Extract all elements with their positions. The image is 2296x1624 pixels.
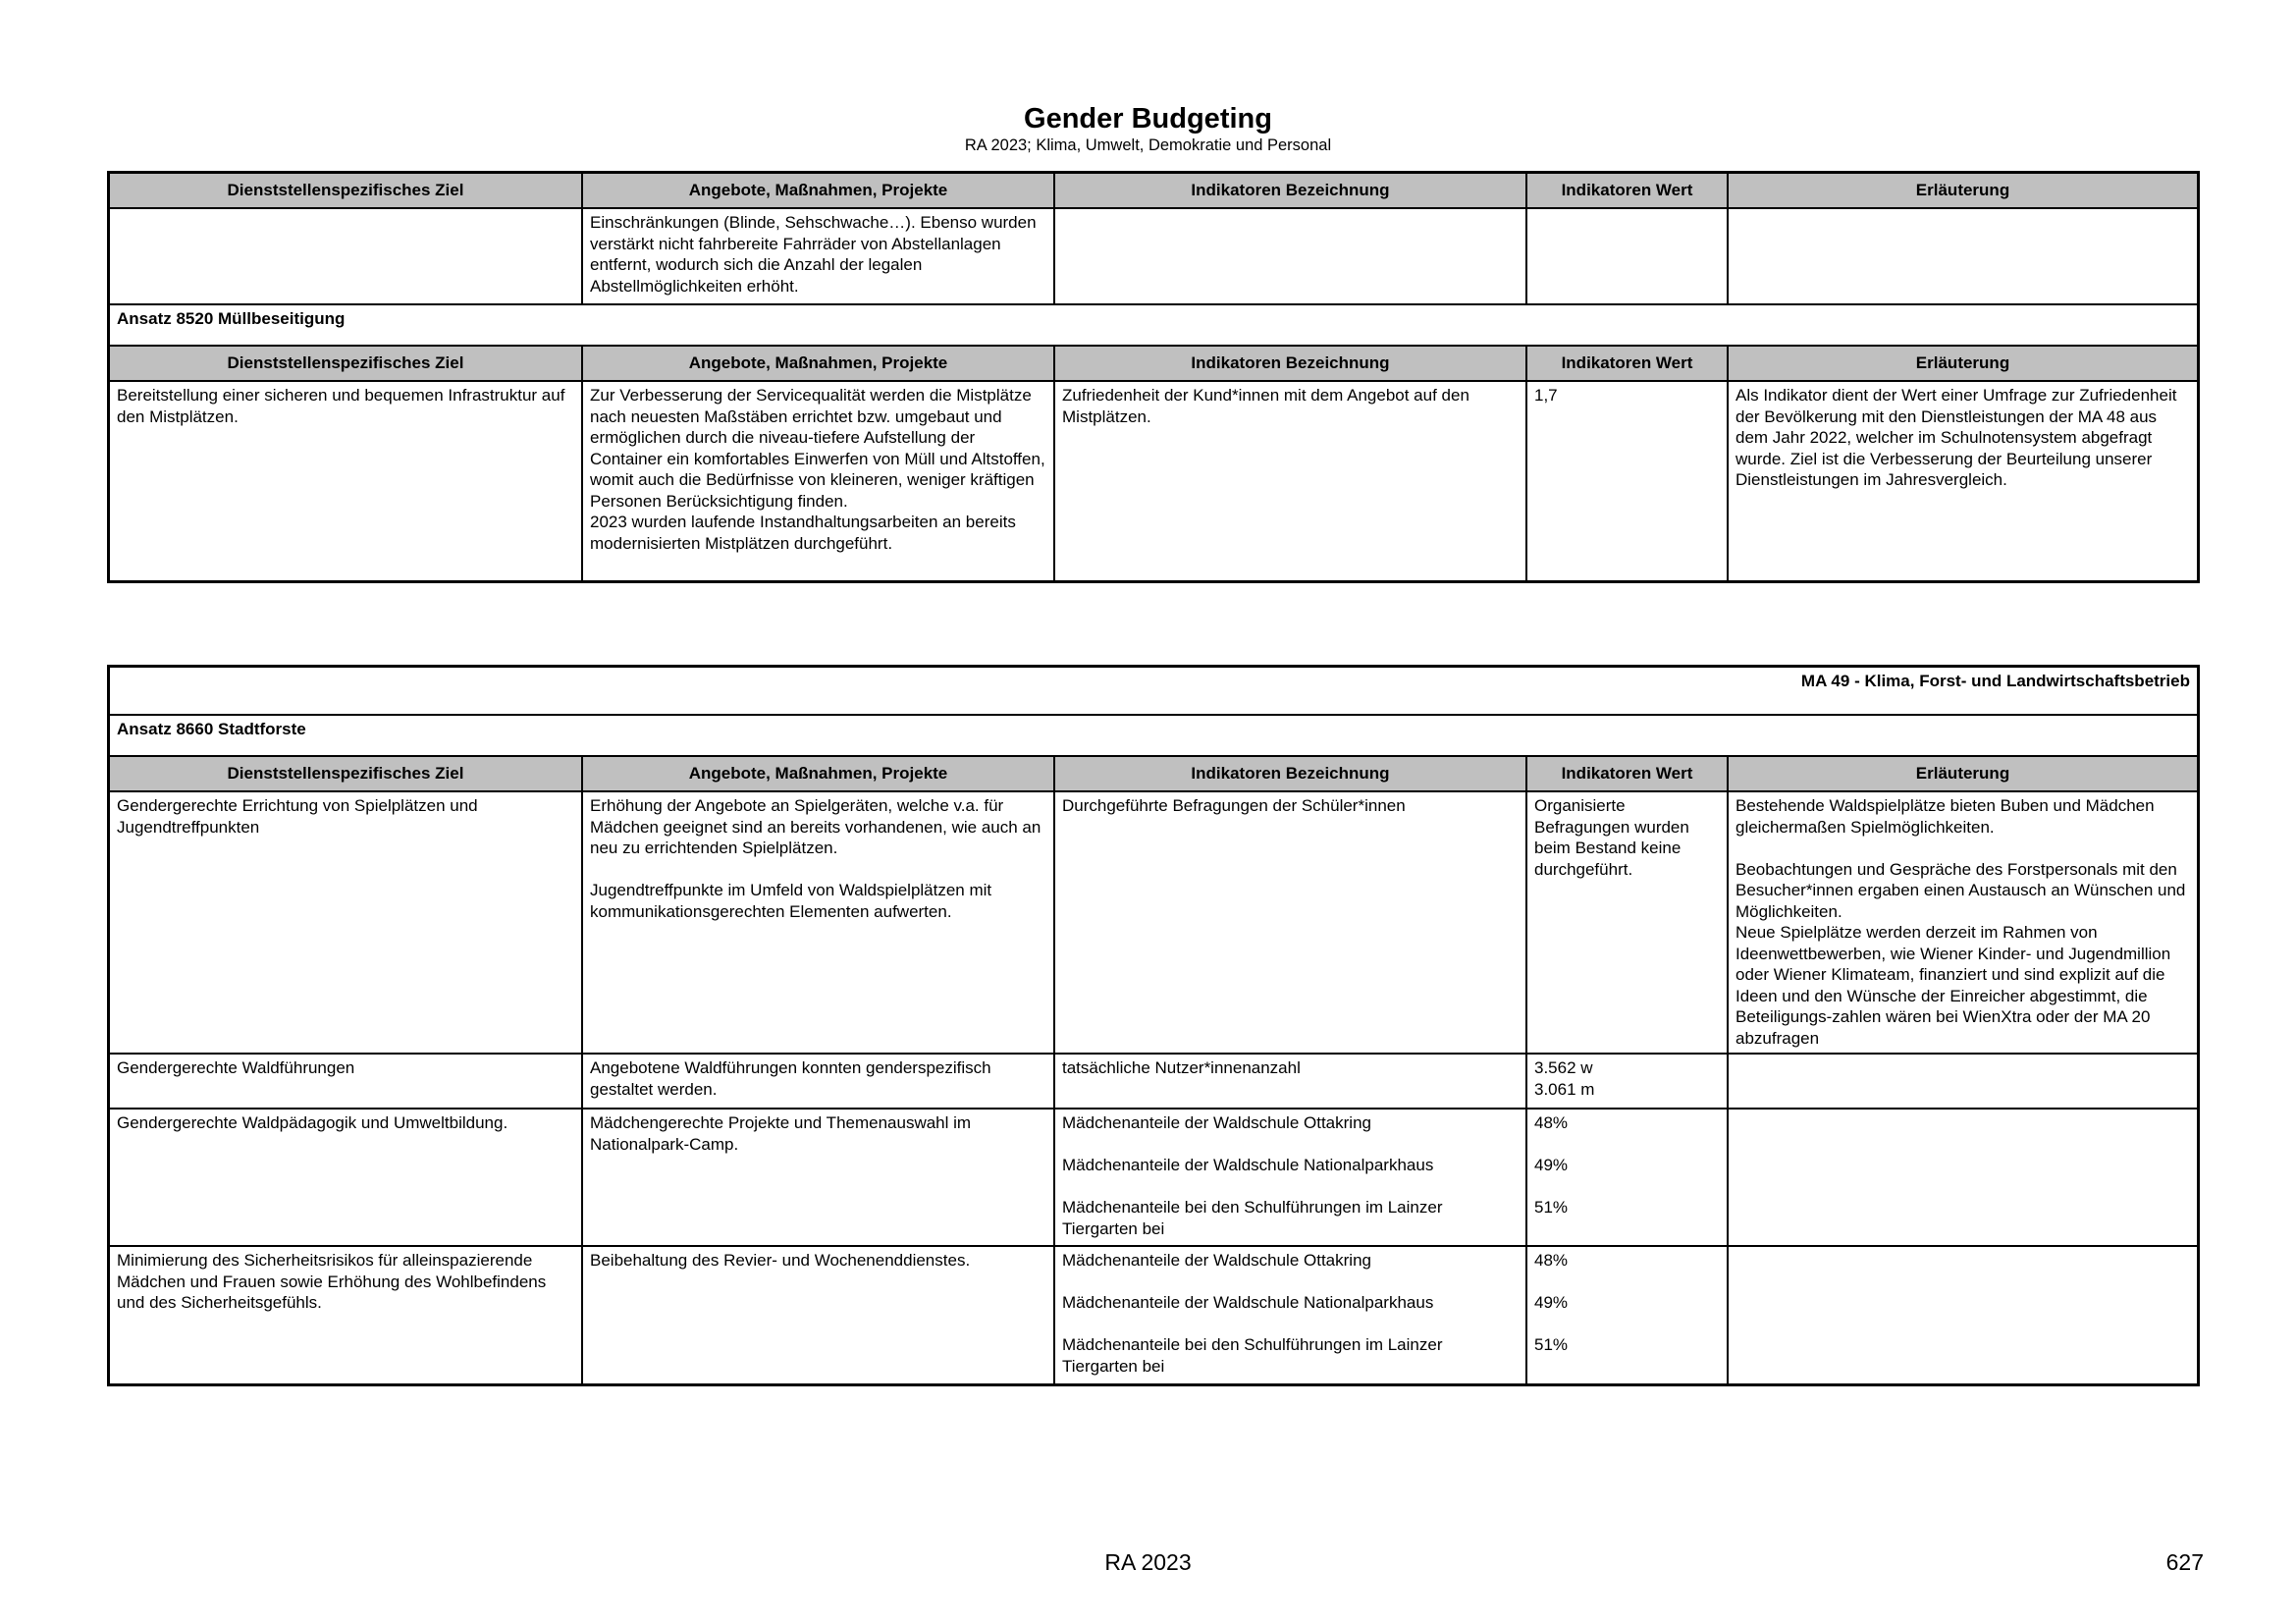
- column-header-erlaeuterung: Erläuterung: [1728, 346, 2197, 381]
- cell-indikator: [1054, 208, 1526, 304]
- footer-page-number: 627: [2165, 1549, 2204, 1575]
- page-title: Gender Budgeting: [1024, 103, 1272, 135]
- page-subtitle: RA 2023; Klima, Umwelt, Demokratie und Personal: [964, 136, 1332, 154]
- cell-massnahmen: Mädchengerechte Projekte und Themenauswahl im Nationalpark-Camp.: [582, 1109, 1054, 1246]
- cell-wert: 1,7: [1526, 381, 1728, 580]
- column-header-erlaeuterung: Erläuterung: [1728, 174, 2197, 208]
- footer-report-label: RA 2023: [1104, 1549, 1192, 1575]
- column-header-indikator: Indikatoren Bezeichnung: [1054, 346, 1526, 381]
- column-header-indikator: Indikatoren Bezeichnung: [1054, 756, 1526, 791]
- cell-ziel: Minimierung des Sicherheitsrisikos für alleinspazierende Mädchen und Frauen sowie Erhöhung des Wohlbefindens und des Sicherheitsgefühls.: [110, 1246, 582, 1383]
- table-row: [110, 1054, 2197, 1109]
- cell-ziel: [110, 208, 582, 304]
- department-row: [110, 668, 2197, 715]
- table-row: [110, 1246, 2197, 1383]
- page-header: [0, 102, 2296, 155]
- gender-budget-table-1: [110, 174, 2197, 580]
- cell-indikator: Mädchenanteile der Waldschule Ottakring Mädchenanteile der Waldschule Nationalparkhaus Mädchenanteile bei den Schulführungen im Lainzer Tiergarten bei: [1054, 1109, 1526, 1246]
- table-row: [110, 208, 2197, 304]
- cell-erlaeuterung: Bestehende Waldspielplätze bieten Buben und Mädchen gleichermaßen Spielmöglichkeiten. Beobachtungen und Gespräche des Forstpersonals mit den Besucher*innen ergaben einen Austausch an Wünschen und Möglichkeiten. Neue Spielplätze werden derzeit im Rahmen von Ideenwettbewerben, wie Wiener Kinder- und Jugendmillion oder Wiener Klimateam, finanziert und sind explizit auf die Ideen und den Wünsche der Einreicher abgestimmt, die Beteiligungs-zahlen wären bei WienXtra oder der MA 20 abzufragen: [1728, 791, 2197, 1054]
- column-header-wert: Indikatoren Wert: [1526, 174, 1728, 208]
- cell-erlaeuterung: [1728, 1246, 2197, 1383]
- cell-wert: Organisierte Befragungen wurden beim Bestand keine durchgeführt.: [1526, 791, 1728, 1054]
- cell-erlaeuterung: [1728, 208, 2197, 304]
- cell-erlaeuterung: [1728, 1109, 2197, 1246]
- column-header-indikator: Indikatoren Bezeichnung: [1054, 174, 1526, 208]
- ansatz-row: [110, 715, 2197, 756]
- cell-indikator: tatsächliche Nutzer*innenanzahl: [1054, 1054, 1526, 1109]
- department-heading: MA 49 - Klima, Forst- und Landwirtschaftsbetrieb: [110, 668, 2197, 715]
- column-header-wert: Indikatoren Wert: [1526, 346, 1728, 381]
- cell-wert: 48% 49% 51%: [1526, 1109, 1728, 1246]
- column-header-massnahmen: Angebote, Maßnahmen, Projekte: [582, 756, 1054, 791]
- cell-massnahmen: Beibehaltung des Revier- und Wochenenddienstes.: [582, 1246, 1054, 1383]
- table-block-ma48: [107, 171, 2200, 583]
- table-row: [110, 1109, 2197, 1246]
- cell-erlaeuterung: [1728, 1054, 2197, 1109]
- column-header-massnahmen: Angebote, Maßnahmen, Projekte: [582, 174, 1054, 208]
- cell-indikator: Zufriedenheit der Kund*innen mit dem Angebot auf den Mistplätzen.: [1054, 381, 1526, 580]
- cell-ziel: Gendergerechte Errichtung von Spielplätzen und Jugendtreffpunkten: [110, 791, 582, 1054]
- cell-ziel: Bereitstellung einer sicheren und bequemen Infrastruktur auf den Mistplätzen.: [110, 381, 582, 580]
- column-header-row: [110, 346, 2197, 381]
- cell-massnahmen: Angebotene Waldführungen konnten genderspezifisch gestaltet werden.: [582, 1054, 1054, 1109]
- gender-budget-table-2: [110, 668, 2197, 1383]
- cell-wert: [1526, 208, 1728, 304]
- table-row: [110, 791, 2197, 1054]
- cell-massnahmen: Einschränkungen (Blinde, Sehschwache…). Ebenso wurden verstärkt nicht fahrbereite Fahrräder von Abstellanlagen entfernt, wodurch sich die Anzahl der legalen Abstellmöglichkeiten erhöht.: [582, 208, 1054, 304]
- table-row: [110, 381, 2197, 580]
- column-header-massnahmen: Angebote, Maßnahmen, Projekte: [582, 346, 1054, 381]
- column-header-ziel: Dienststellenspezifisches Ziel: [110, 756, 582, 791]
- column-header-ziel: Dienststellenspezifisches Ziel: [110, 346, 582, 381]
- cell-erlaeuterung: Als Indikator dient der Wert einer Umfrage zur Zufriedenheit der Bevölkerung mit den Dienstleistungen der MA 48 aus dem Jahr 2022, welcher im Schulnotensystem abgefragt wurde. Ziel ist die Verbesserung der Beurteilung unserer Dienstleistungen im Jahresvergleich.: [1728, 381, 2197, 580]
- column-header-ziel: Dienststellenspezifisches Ziel: [110, 174, 582, 208]
- cell-ziel: Gendergerechte Waldpädagogik und Umweltbildung.: [110, 1109, 582, 1246]
- cell-wert: 48% 49% 51%: [1526, 1246, 1728, 1383]
- column-header-row: [110, 756, 2197, 791]
- cell-indikator: Mädchenanteile der Waldschule Ottakring Mädchenanteile der Waldschule Nationalparkhaus Mädchenanteile bei den Schulführungen im Lainzer Tiergarten bei: [1054, 1246, 1526, 1383]
- cell-massnahmen: Zur Verbesserung der Servicequalität werden die Mistplätze nach neuesten Maßstäben errichtet bzw. umgebaut und ermöglichen durch die niveau-tiefere Aufstellung der Container ein komfortables Einwerfen von Müll und Altstoffen, womit auch die Bedürfnisse von kleineren, weniger kräftigen Personen Berücksichtigung finden. 2023 wurden laufende Instandhaltungsarbeiten an bereits modernisierten Mistplätzen durchgeführt.: [582, 381, 1054, 580]
- ansatz-heading: Ansatz 8660 Stadtforste: [110, 715, 2197, 756]
- column-header-erlaeuterung: Erläuterung: [1728, 756, 2197, 791]
- cell-massnahmen: Erhöhung der Angebote an Spielgeräten, welche v.a. für Mädchen geeignet sind an bereits vorhandenen, wie auch an neu zu errichtenden Spielplätzen. Jugendtreffpunkte im Umfeld von Waldspielplätzen mit kommunikationsgerechten Elementen aufwerten.: [582, 791, 1054, 1054]
- table-block-ma49: [107, 665, 2200, 1386]
- column-header-wert: Indikatoren Wert: [1526, 756, 1728, 791]
- ansatz-row: [110, 304, 2197, 346]
- cell-ziel: Gendergerechte Waldführungen: [110, 1054, 582, 1109]
- cell-indikator: Durchgeführte Befragungen der Schüler*innen: [1054, 791, 1526, 1054]
- column-header-row: [110, 174, 2197, 208]
- ansatz-heading: Ansatz 8520 Müllbeseitigung: [110, 304, 2197, 346]
- cell-wert: 3.562 w 3.061 m: [1526, 1054, 1728, 1109]
